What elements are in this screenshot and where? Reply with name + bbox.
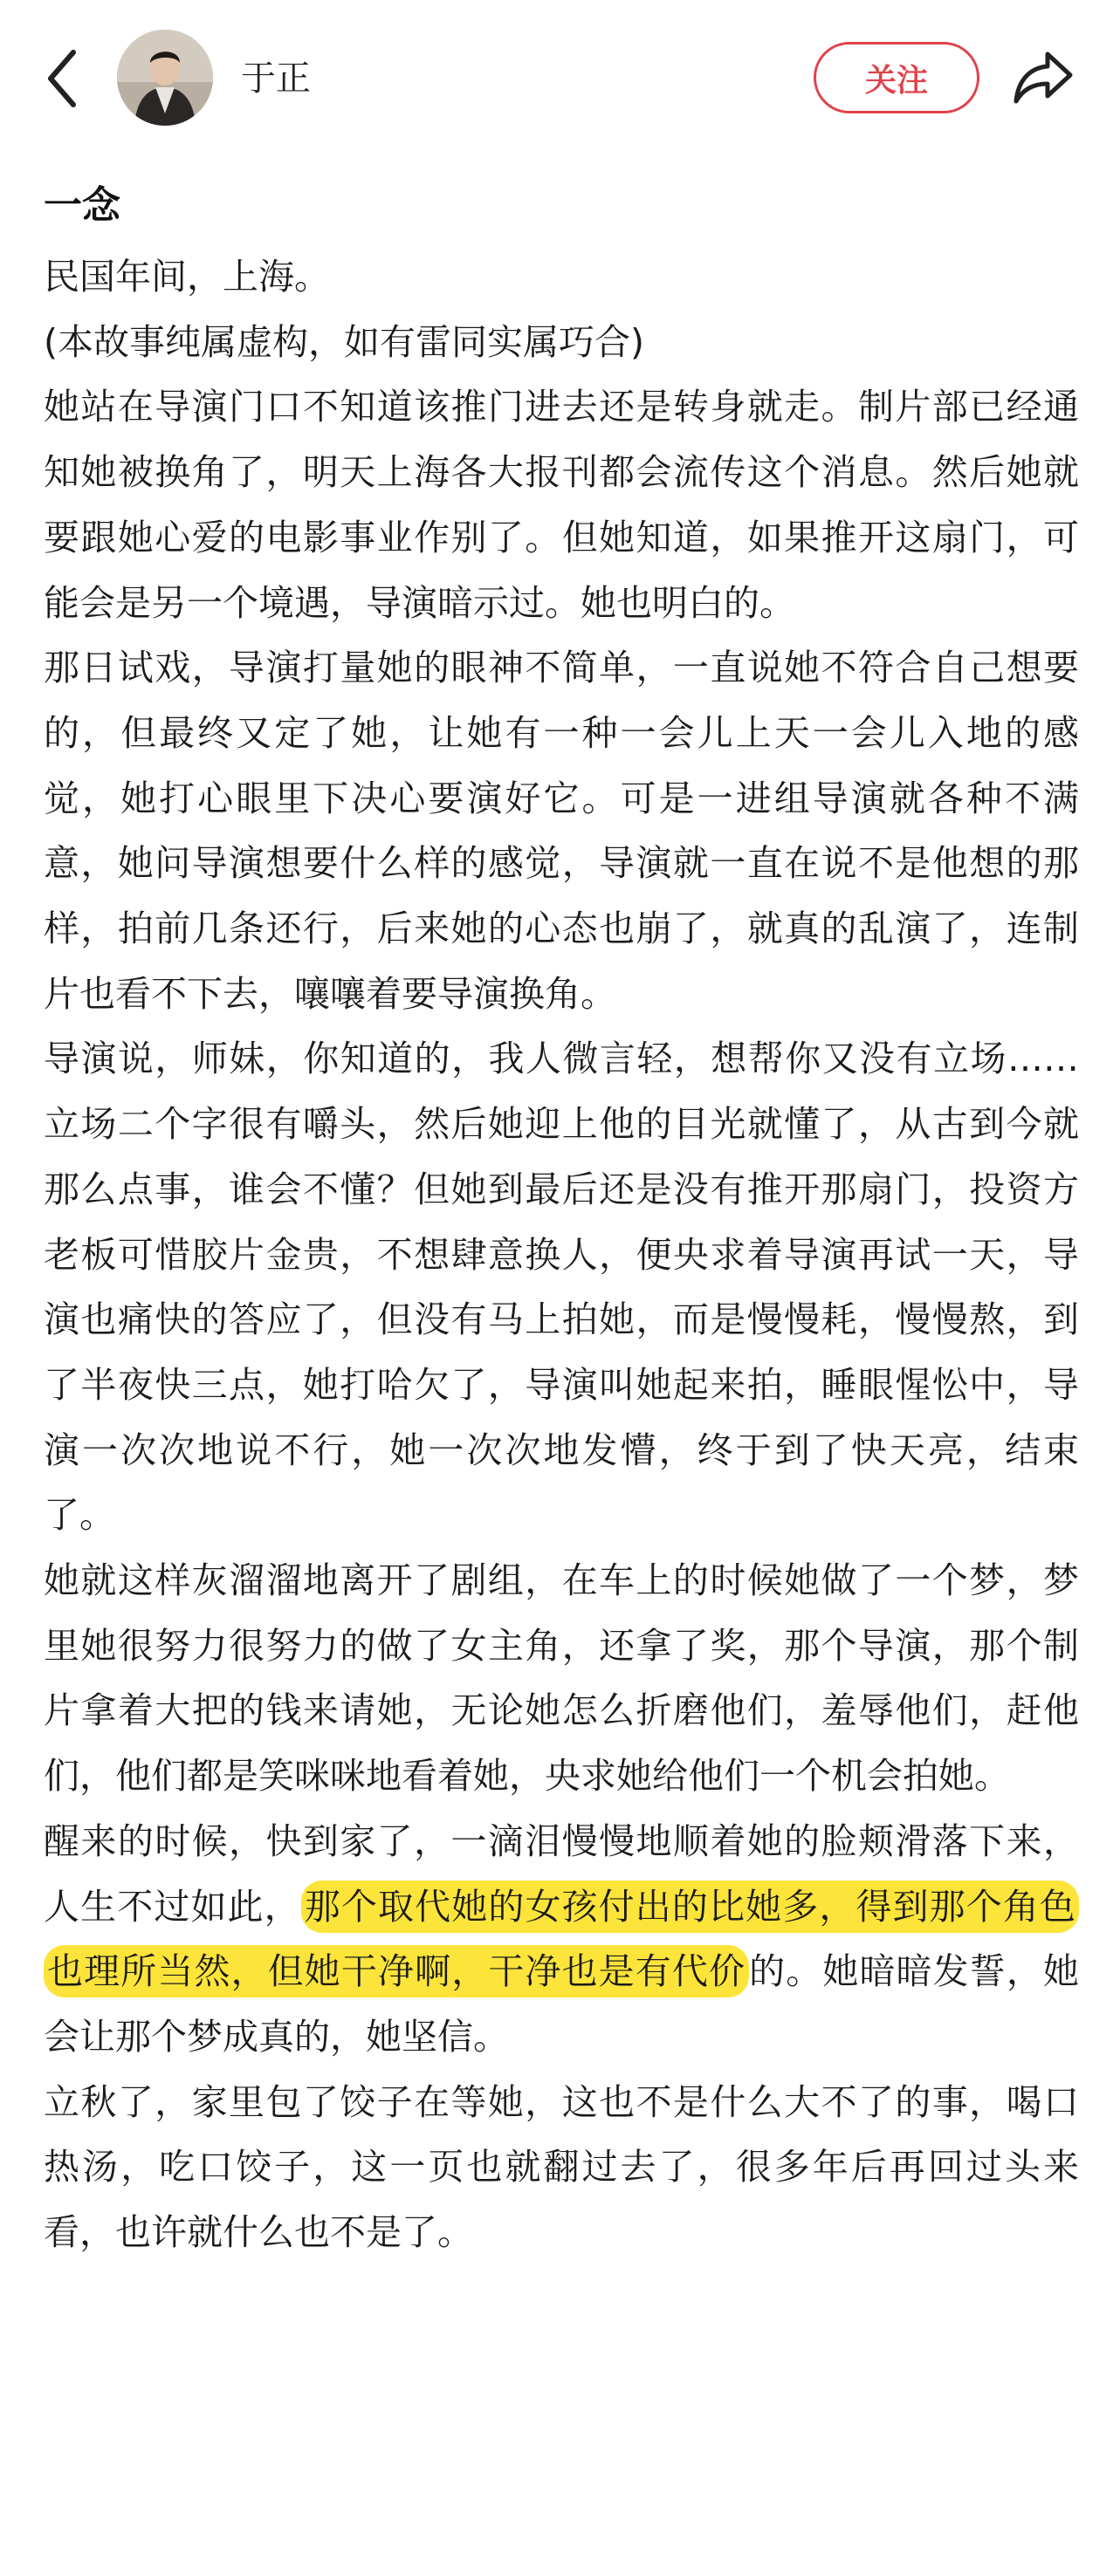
paragraph: 她就这样灰溜溜地离开了剧组，在车上的时候她做了一个梦，梦里她很努力很努力的做了女主角，还拿了奖，那个导演，那个制片拿着大把的钱来请她，无论她怎么折磨他们，羞辱他们，赶他们，他们都是笑咪咪地看着她，央求她给他们一个机会拍她。: [44, 1559, 1079, 1798]
article-body: [44, 171, 1079, 2265]
highlighted-text: 那个取代她的女孩付出的比她多，得到那个角色也理所当然，但她干净啊，干净也是有代价: [44, 1881, 1079, 1998]
paragraph-text: 醒来的时候，快到家了，一滴泪慢慢地顺着她的脸颊滑落下来，人生不过如此，: [44, 1819, 1079, 1928]
follow-button[interactable]: 关注: [814, 42, 979, 113]
paragraph-text: 的。她暗暗发誓，她会让那个梦成真的，她坚信。: [44, 1950, 1079, 2058]
author-name[interactable]: 于正: [241, 58, 311, 99]
paragraph: 那日试戏，导演打量她的眼神不简单，一直说她不符合自己想要的，但最终又定了她，让她有一种一会儿上天一会儿入地的感觉，她打心眼里下决心要演好它。可是一进组导演就各种不满意，她问导演想要什么样的感觉，导演就一直在说不是他想的那样，拍前几条还行，后来她的心态也崩了，就真的乱演了，连制片也看不下去，嚷嚷着要导演换角。: [44, 647, 1079, 1015]
share-arrow-icon[interactable]: [1011, 45, 1077, 108]
avatar[interactable]: [117, 30, 213, 126]
article-title: 一念: [44, 183, 120, 228]
paragraph: 她站在导演门口不知道该推门进去还是转身就走。制片部已经通知她被换角了，明天上海各大报刊都会流传这个消息。然后她就要跟她心爱的电影事业作别了。但她知道，如果推开这扇门，可能会是另一个境遇，导演暗示过。她也明白的。: [44, 386, 1079, 624]
paragraph: (本故事纯属虚构，如有雷同实属巧合): [44, 320, 644, 363]
chevron-left-icon[interactable]: [42, 45, 84, 112]
paragraph: 立秋了，家里包了饺子在等她，这也不是什么大不了的事，喝口热汤，吃口饺子，这一页也就翻过去了，很多年后再回过头来看，也许就什么也不是了。: [44, 2080, 1079, 2254]
paragraph-with-highlight: [44, 1809, 1079, 2070]
paragraph: 民国年间，上海。: [44, 256, 330, 298]
avatar-image-icon: [117, 30, 213, 126]
top-bar: [0, 0, 1120, 157]
paragraph: 导演说，师妹，你知道的，我人微言轻，想帮你又没有立场……立场二个字很有嚼头，然后她迎上他的目光就懂了，从古到今就那么点事，谁会不懂？但她到最后还是没有推开那扇门，投资方老板可惜胶片金贵，不想肆意换人，便央求着导演再试一天，导演也痛快的答应了，但没有马上拍她，而是慢慢耗，慢慢熬，到了半夜快三点，她打哈欠了，导演叫她起来拍，睡眼惺忪中，导演一次次地说不行，她一次次地发懵，终于到了快天亮，结束了。: [44, 1038, 1079, 1537]
